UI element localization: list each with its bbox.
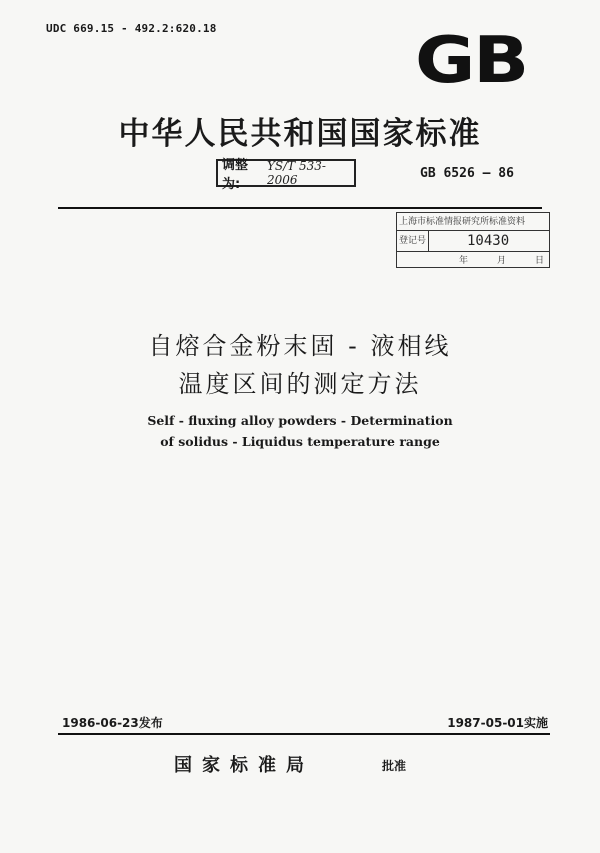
chinese-title-line-1: 自熔合金粉末固 - 液相线 xyxy=(148,332,452,360)
stamp-reg-row xyxy=(397,231,549,252)
adjustment-stamp xyxy=(216,158,356,192)
gb-logo-text: GB xyxy=(415,24,527,98)
issue-date: 1986-06-23发布 xyxy=(62,716,163,730)
issuing-authority: 国家标准局 xyxy=(174,755,314,776)
stamp-year: 年 xyxy=(459,256,469,266)
footer-divider xyxy=(58,733,550,735)
chinese-title-line-2: 温度区间的测定方法 xyxy=(178,370,422,398)
adjustment-label: 调整为: xyxy=(222,158,249,192)
standard-number: GB 6526 — 86 xyxy=(420,166,514,181)
udc-code: UDC 669.15 - 492.2:620.18 xyxy=(46,22,217,35)
approval-label: 批准 xyxy=(382,759,407,773)
stamp-reg-number: 10430 xyxy=(467,233,510,249)
stamp-reg-label: 登记号 xyxy=(399,231,429,251)
library-registration-stamp xyxy=(396,212,550,268)
stamp-month: 月 xyxy=(497,256,507,266)
stamp-day: 日 xyxy=(535,256,545,266)
adjustment-handwritten-number: YS/T 533-2006 xyxy=(266,159,326,187)
english-title-line-2: of solidus - Liquidus temperature range xyxy=(160,434,440,449)
header-divider xyxy=(58,207,542,209)
stamp-org: 上海市标准情报研究所标准资料 xyxy=(397,213,549,231)
english-title-line-1: Self - fluxing alloy powders - Determination xyxy=(147,413,453,428)
stamp-date-row xyxy=(397,251,549,268)
standard-category-title: 中华人民共和国国家标准 xyxy=(118,116,482,152)
implementation-date: 1987-05-01实施 xyxy=(447,716,548,730)
gb-logo xyxy=(408,24,534,98)
